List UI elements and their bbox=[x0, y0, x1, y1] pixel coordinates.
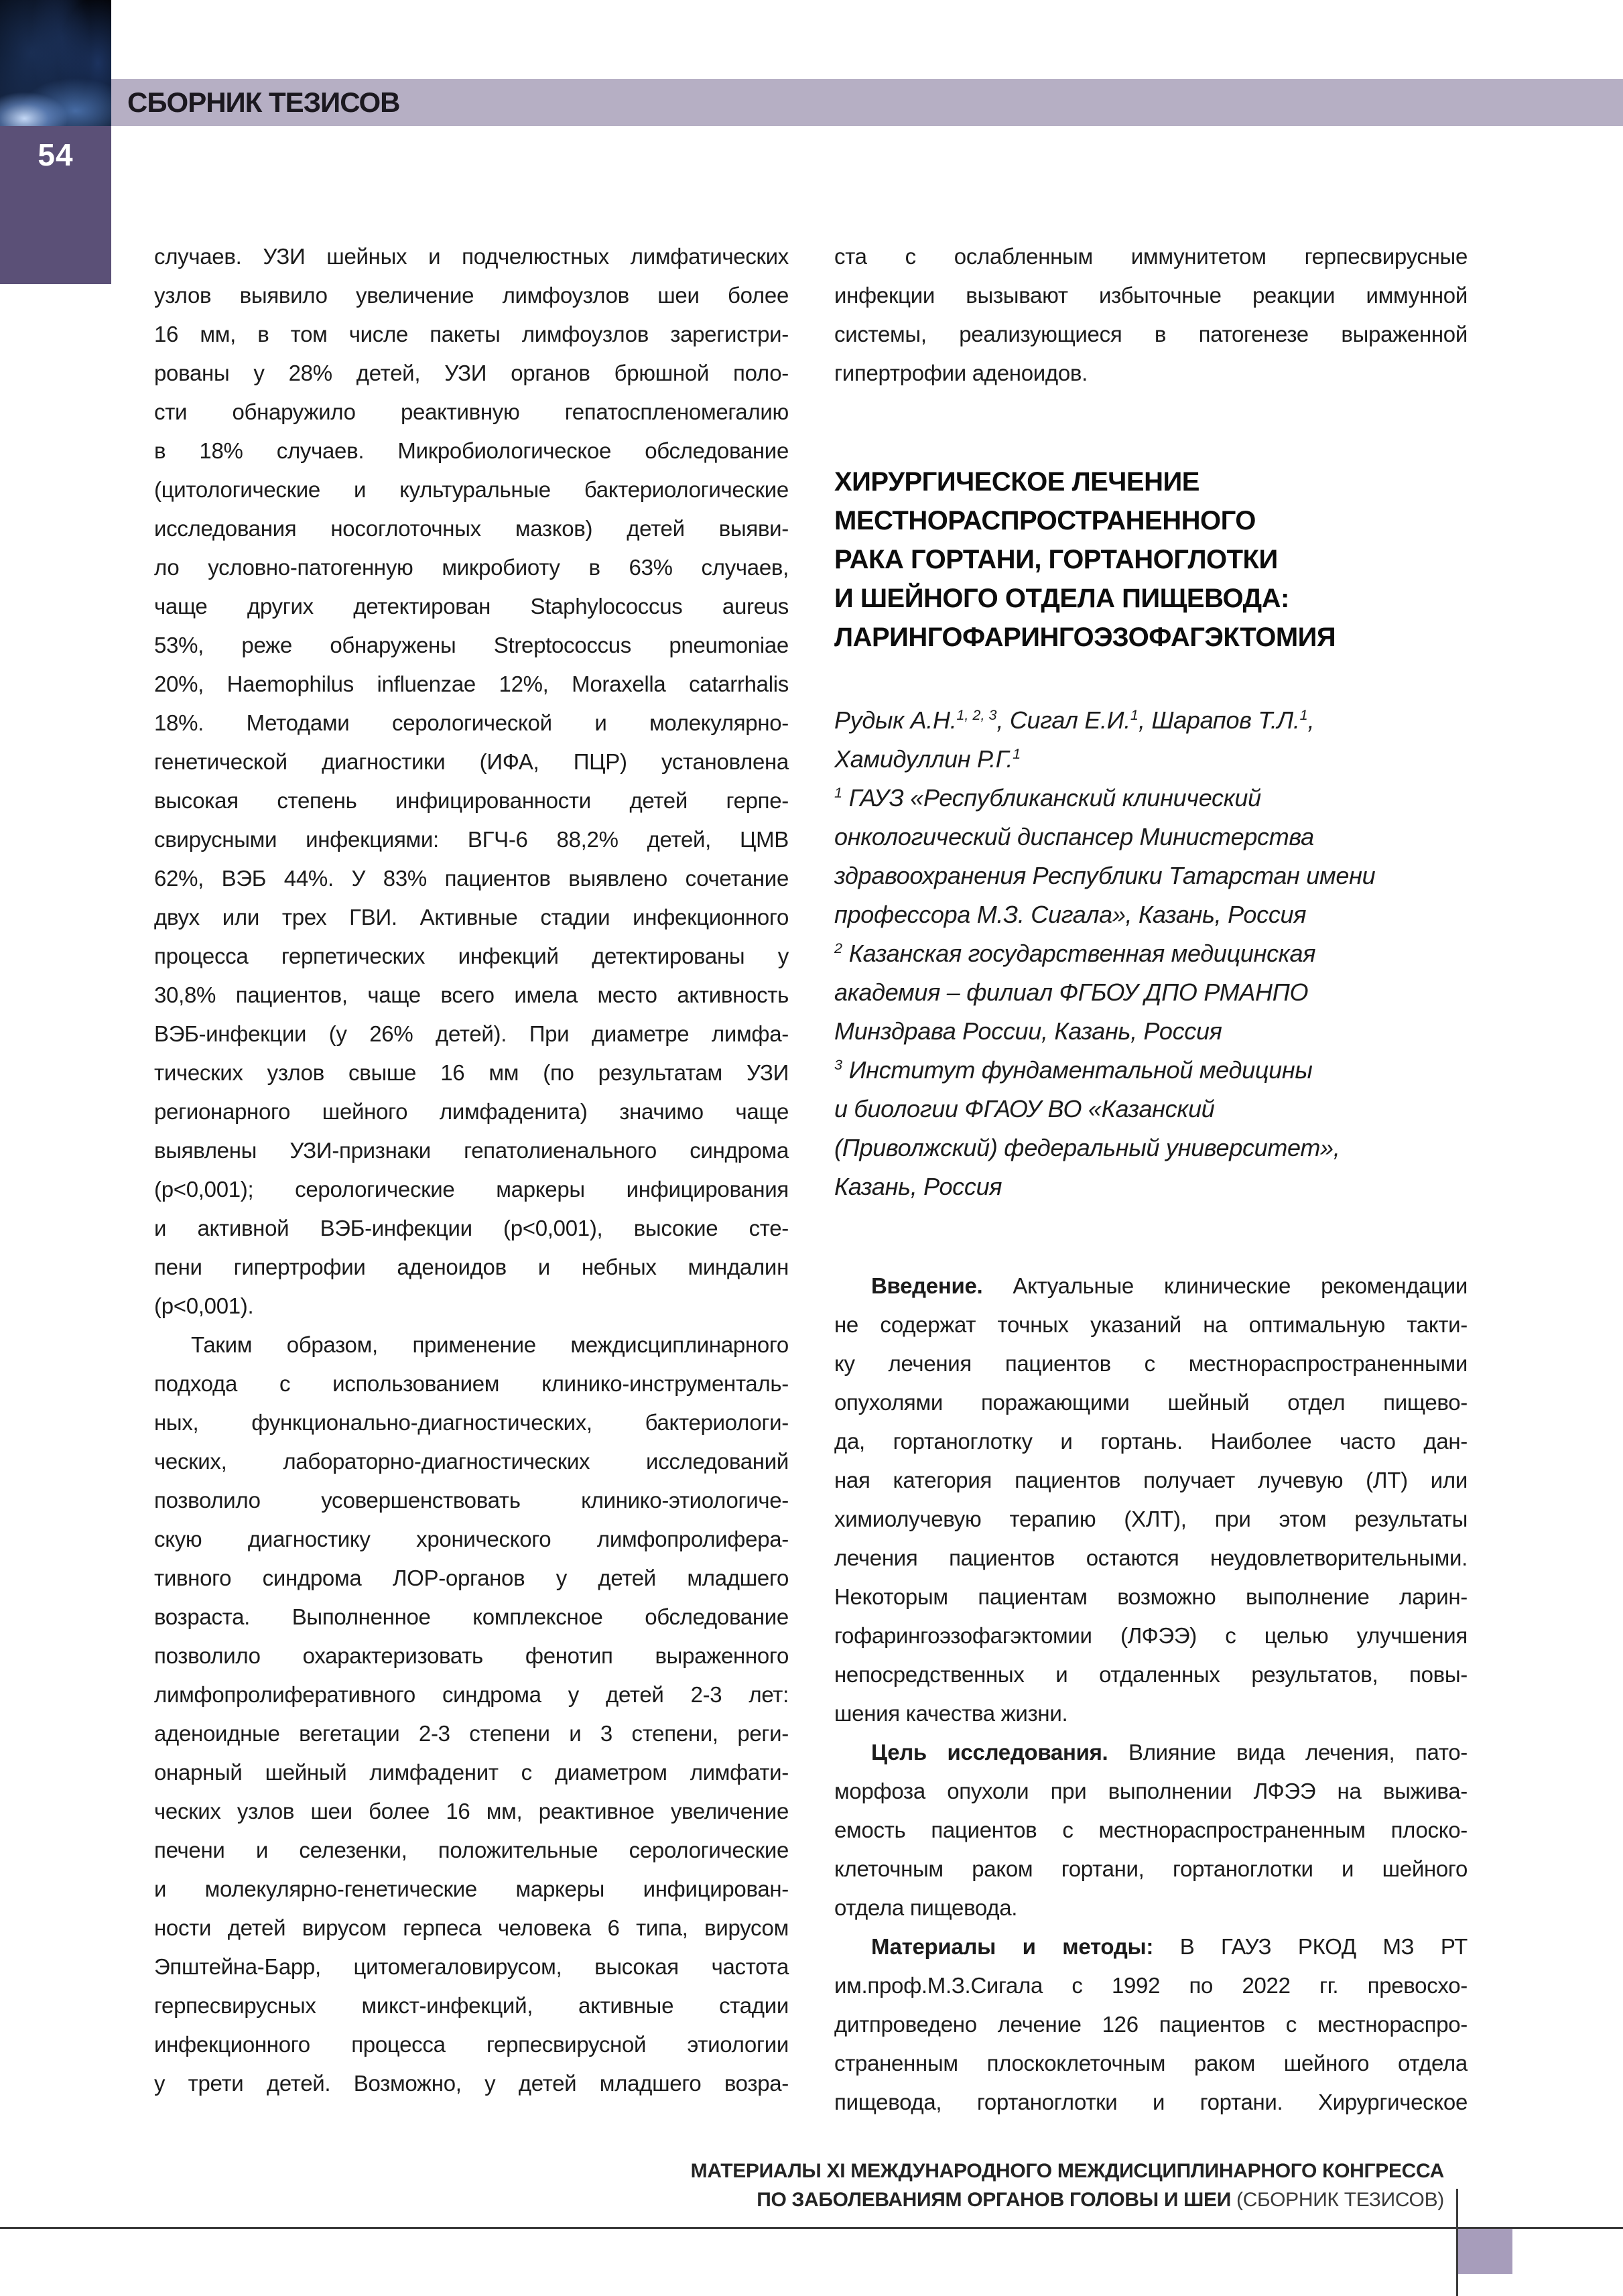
page-number-strip bbox=[0, 126, 111, 284]
text-line: выявлены УЗИ-признаки гепатолиенального синдрома bbox=[154, 1138, 789, 1163]
text-line: профессора М.З. Сигала», Казань, Россия bbox=[834, 901, 1307, 928]
text-line: онкологический диспансер Министерства bbox=[834, 823, 1314, 850]
text-line: лимфопролиферативного синдрома у детей 2-3 лет: bbox=[154, 1682, 789, 1707]
text-line: 16 мм, в том числе пакеты лимфоузлов зарегистри- bbox=[154, 322, 789, 346]
page-number: 54 bbox=[38, 137, 74, 172]
text-line: шения качества жизни. bbox=[834, 1701, 1068, 1726]
text-line: химиолучевую терапию (ХЛТ), при этом результаты bbox=[834, 1507, 1468, 1531]
text-line: ХИРУРГИЧЕСКОЕ ЛЕЧЕНИЕ bbox=[834, 467, 1199, 497]
footer-horizontal-rule bbox=[0, 2227, 1623, 2229]
text-line: ческих, лабораторно-диагностических исследований bbox=[154, 1449, 789, 1474]
text-line: у трети детей. Возможно, у детей младшего возра- bbox=[154, 2071, 789, 2096]
text-line: инфекционного процесса герпесвирусной этиологии bbox=[154, 2032, 789, 2057]
text-line: им.проф.М.З.Сигала с 1992 по 2022 гг. превосхо- bbox=[834, 1973, 1468, 1998]
text-line: Материалы и методы: В ГАУЗ РКОД МЗ РТ bbox=[871, 1934, 1468, 1959]
article-body bbox=[834, 1267, 1468, 2122]
text-line: ку лечения пациентов с местнораспространенными bbox=[834, 1351, 1468, 1376]
text-line: случаев. УЗИ шейных и подчелюстных лимфатических bbox=[154, 244, 789, 269]
text-line: узлов выявило увеличение лимфоузлов шеи более bbox=[154, 283, 789, 308]
text-line: $^2$ Казанская государственная медицинская bbox=[834, 940, 1316, 967]
text-line: $^3$ Институт фундаментальной медицины bbox=[834, 1056, 1313, 1084]
text-line: (цитологические и культуральные бактериологические bbox=[154, 477, 789, 502]
header-bar bbox=[111, 79, 1623, 126]
text-line: клеточным раком гортани, гортаноглотки и шейного bbox=[834, 1856, 1468, 1881]
text-line: генетической диагностики (ИФА, ПЦР) установлена bbox=[154, 749, 789, 774]
text-line: ных, функционально-диагностических, бактериологи- bbox=[154, 1410, 789, 1435]
text-line: и активной ВЭБ-инфекции (p<0,001), высокие сте- bbox=[154, 1216, 789, 1240]
text-line: ло условно-патогенную микробиоту в 63% случаев, bbox=[154, 555, 789, 580]
text-line: исследования носоглоточных мазков) детей выяви- bbox=[154, 516, 789, 541]
text-line: 53%, реже обнаружены Streptococcus pneumoniae bbox=[154, 633, 789, 657]
text-line: гофарингоэзофагэктомии (ЛФЭЭ) с целью улучшения bbox=[834, 1623, 1468, 1648]
page-header-title: СБОРНИК ТЕЗИСОВ bbox=[127, 86, 400, 118]
text-line: ста с ослабленным иммунитетом герпесвирусные bbox=[834, 244, 1468, 269]
text-line: ности детей вирусом герпеса человека 6 типа, вирусом bbox=[154, 1915, 789, 1940]
text-line: высокая степень инфицированности детей герпе- bbox=[154, 788, 789, 813]
text-line: герпесвирусных микст-инфекций, активные стадии bbox=[154, 1993, 789, 2018]
text-line: гипертрофии аденоидов. bbox=[834, 361, 1088, 385]
footer-line-1: МАТЕРИАЛЫ XI МЕЖДУНАРОДНОГО МЕЖДИСЦИПЛИНАРНОГО КОНГРЕССА bbox=[690, 2160, 1444, 2182]
text-line: лечения пациентов остаются неудовлетворительными. bbox=[834, 1545, 1468, 1570]
text-line: онарный шейный лимфаденит с диаметром лимфати- bbox=[154, 1760, 789, 1785]
text-line: пищевода, гортаноглотки и гортани. Хирургическое bbox=[834, 2090, 1468, 2114]
text-line: аденоидные вегетации 2-3 степени и 3 степени, реги- bbox=[154, 1721, 789, 1746]
article-heading bbox=[834, 462, 1468, 657]
article-affiliations bbox=[834, 779, 1468, 1206]
text-line: системы, реализующиеся в патогенезе выраженной bbox=[834, 322, 1468, 346]
text-line: позволило охарактеризовать фенотип выраженного bbox=[154, 1643, 789, 1668]
text-line: не содержат точных указаний на оптимальную такти- bbox=[834, 1312, 1468, 1337]
left-column bbox=[154, 237, 789, 2103]
text-line: рованы у 28% детей, УЗИ органов брюшной поло- bbox=[154, 361, 789, 385]
right-column bbox=[834, 237, 1468, 2122]
text-line: отдела пищевода. bbox=[834, 1895, 1018, 1920]
text-line: 30,8% пациентов, чаще всего имела место активность bbox=[154, 982, 789, 1007]
text-line: инфекции вызывают избыточные реакции иммунной bbox=[834, 283, 1468, 308]
text-line: Минздрава России, Казань, Россия bbox=[834, 1017, 1222, 1045]
text-line: ная категория пациентов получает лучевую (ЛТ) или bbox=[834, 1468, 1468, 1492]
text-line: пени гипертрофии аденоидов и небных миндалин bbox=[154, 1255, 789, 1279]
page-footer bbox=[691, 2157, 1444, 2214]
text-line: ЛАРИНГОФАРИНГОЭЗОФАГЭКТОМИЯ bbox=[834, 623, 1336, 652]
article-authors bbox=[834, 701, 1468, 779]
text-line: ВЭБ-инфекции (у 26% детей). При диаметре лимфа- bbox=[154, 1021, 789, 1046]
text-line: Казань, Россия bbox=[834, 1173, 1002, 1200]
text-line: тивного синдрома ЛОР-органов у детей младшего bbox=[154, 1566, 789, 1590]
text-line: процесса герпетических инфекций детектированы у bbox=[154, 944, 789, 968]
header-photo bbox=[0, 0, 111, 126]
text-line: 62%, ВЭБ 44%. У 83% пациентов выявлено сочетание bbox=[154, 866, 789, 891]
text-line: морфоза опухоли при выполнении ЛФЭЭ на выжива- bbox=[834, 1779, 1468, 1803]
text-line: И ШЕЙНОГО ОТДЕЛА ПИЩЕВОДА: bbox=[834, 584, 1289, 613]
text-line: Таким образом, применение междисциплинарного bbox=[191, 1332, 789, 1357]
text-line: (p<0,001). bbox=[154, 1293, 254, 1318]
text-line: РАКА ГОРТАНИ, ГОРТАНОГЛОТКИ bbox=[834, 545, 1278, 574]
right-column-intro bbox=[834, 237, 1468, 393]
text-line: страненным плоскоклеточным раком шейного отдела bbox=[834, 2051, 1468, 2076]
text-line: сти обнаружило реактивную гепатоспленомегалию bbox=[154, 399, 789, 424]
text-line: ческих узлов шеи более 16 мм, реактивное увеличение bbox=[154, 1799, 789, 1824]
text-line: Хамидуллин Р.Г.$^1$ bbox=[834, 745, 1021, 773]
text-line: позволило усовершенствовать клинико-этиологиче- bbox=[154, 1488, 789, 1513]
text-line: и биологии ФГАОУ ВО «Казанский bbox=[834, 1095, 1215, 1123]
text-line: здравоохранения Республики Татарстан имени bbox=[834, 862, 1376, 889]
text-line: Эпштейна-Барр, цитомегаловирусом, высокая частота bbox=[154, 1954, 789, 1979]
text-line: и молекулярно-генетические маркеры инфицирован- bbox=[154, 1876, 789, 1901]
text-line: двух или трех ГВИ. Активные стадии инфекционного bbox=[154, 905, 789, 930]
footer-line-2: ПО ЗАБОЛЕВАНИЯМ ОРГАНОВ ГОЛОВЫ И ШЕИ (СБОРНИК ТЕЗИСОВ) bbox=[757, 2189, 1444, 2211]
text-line: регионарного шейного лимфаденита) значимо чаще bbox=[154, 1099, 789, 1124]
text-line: в 18% случаев. Микробиологическое обследование bbox=[154, 438, 789, 463]
text-line: возраста. Выполненное комплексное обследование bbox=[154, 1604, 789, 1629]
text-line: емость пациентов с местнораспространенным плоско- bbox=[834, 1817, 1468, 1842]
text-line: чаще других детектирован Staphylococcus aureus bbox=[154, 594, 789, 619]
text-line: академия – филиал ФГБОУ ДПО РМАНПО bbox=[834, 978, 1309, 1006]
text-line: опухолями поражающими шейный отдел пищево- bbox=[834, 1390, 1468, 1415]
text-line: (Приволжский) федеральный университет», bbox=[834, 1134, 1340, 1161]
text-line: Рудык А.Н.$^{1, 2, 3}$, Сигал Е.И.$^1$, Шарапов Т.Л.$^1$, bbox=[834, 706, 1315, 734]
text-line: (p<0,001); серологические маркеры инфицирования bbox=[154, 1177, 789, 1202]
text-line: $^1$ ГАУЗ «Республиканский клинический bbox=[834, 784, 1261, 812]
text-line: 18%. Методами серологической и молекулярно- bbox=[154, 710, 789, 735]
text-line: свирусными инфекциями: ВГЧ-6 88,2% детей, ЦМВ bbox=[154, 827, 789, 852]
corner-accent-square bbox=[1458, 2229, 1512, 2274]
text-line: МЕСТНОРАСПРОСТРАНЕННОГО bbox=[834, 506, 1256, 535]
text-line: дитпроведено лечение 126 пациентов с местнораспро- bbox=[834, 2012, 1468, 2037]
text-line: Введение. Актуальные клинические рекомендации bbox=[871, 1273, 1468, 1298]
text-line: Цель исследования. Влияние вида лечения, пато- bbox=[871, 1740, 1468, 1765]
text-line: тических узлов свыше 16 мм (по результатам УЗИ bbox=[154, 1060, 789, 1085]
text-line: непосредственных и отдаленных результатов, повы- bbox=[834, 1662, 1468, 1687]
text-line: подхода с использованием клинико-инструменталь- bbox=[154, 1371, 789, 1396]
text-line: Некоторым пациентам возможно выполнение ларин- bbox=[834, 1584, 1468, 1609]
text-line: 20%, Haemophilus influenzae 12%, Moraxella catarrhalis bbox=[154, 672, 789, 696]
text-line: да, гортаноглотку и гортань. Наиболее часто дан- bbox=[834, 1429, 1468, 1454]
text-line: скую диагностику хронического лимфопролифера- bbox=[154, 1527, 789, 1551]
text-line: печени и селезенки, положительные серологические bbox=[154, 1838, 789, 1862]
